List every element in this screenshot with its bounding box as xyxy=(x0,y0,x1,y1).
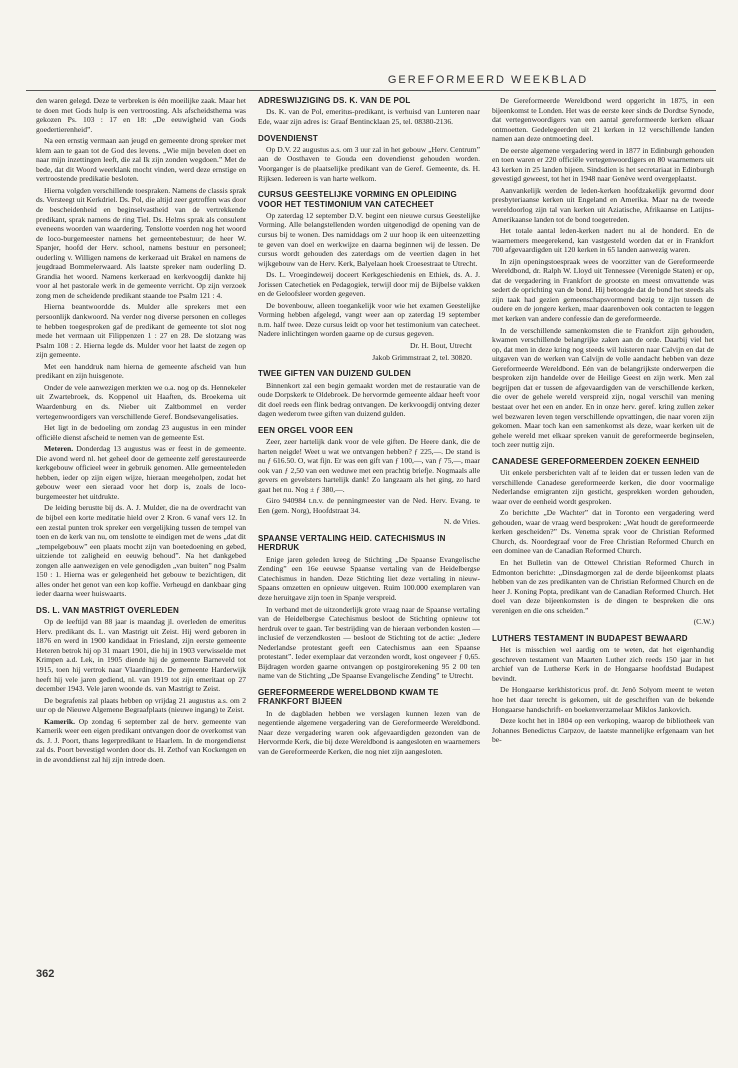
paragraph: Giro 940984 t.n.v. de penningmeester van de Ned. Herv. Evang. te Een (gem. Norg), Hoofdstraat 34. xyxy=(258,496,480,515)
paragraph: Op de leeftijd van 88 jaar is maandag jl. overleden de emeritus Herv. predikant ds. L. van Mastrigt uit Zeist. Hij werd geboren in 1876 en werd in 1900 kandidaat in Friesland, zijn eerste gemeente Heteren betrok hij op 31 maart 1901, die hij in 1903 verwisselde met Krimpen a.d. Lek, in 1905 diende hij de gemeente Barneveld tot 1915, toen hij vertrok naar Vlaardingen. De gemeente Harderwijk heeft hij vele jaren gediend, nl. van 1919 tot zijn emeritaat op 27 december 1943. Vele jaren woonde ds. van Mastrigt te Zeist. xyxy=(36,617,246,694)
paragraph-text: Op zondag 6 september zal de herv. gemeente van Kamerik weer een eigen predikant ontvangen door de overkomst van ds. J. J. Poort, thans legerpredikant te Haarlem. In de morgendienst zal ds. Poort bevestigd worden door ds. H. Zethof van Kockengen en in de avonddienst zal hij zijn intrede doen. xyxy=(36,716,246,764)
paragraph: En het Bulletin van de Ottewel Christian Reformed Church in Edmonton berichtte: „Dinsdagmorgen zal de derde bijeenkomst plaats hebben van de zes predikanten van de Christian Reformed Church en de heer J. Koning Popta, predikant van de Canadian Reformed Church. Het doel van deze bijeenkomsten is de dingen te bespreken die ons verenigen en die ons scheiden.” xyxy=(492,558,714,615)
paragraph-meteren xyxy=(36,444,246,501)
paragraph: Zeer, zeer hartelijk dank voor de vele giften. De Heere dank, die de harten neigde! Weet u wat we ontvangen hebben? ƒ 225,—. De stand is nu ƒ 616.50. O, wat fijn. Er was een gift van ƒ 100,—, van ƒ 75,—, maar ook van ƒ 2,50 van een weduwe met een prachtig briefje. Nogmaals alle gevers en gevelsters hartelijk dank! Zo langzaam als het ging, zo hard gaat het nu. Nog ± ƒ 380,—. xyxy=(258,437,480,494)
column-left xyxy=(36,96,246,956)
paragraph: Op zaterdag 12 september D.V. begint een nieuwe cursus Geestelijke Vorming. Alle belangstellenden worden uitgenodigd de opening van de cursus bij te wonen. Des namiddags om 2 uur hoop ik een uiteenzetting te geven van doel en werkwijze en daarna beginnen wij de lessen. De cursus wordt gehouden des zaterdags om de veertien dagen in het wijkgebouw van de Herv. Kerk, Balyelaan hoek Croesestraat te Utrecht. xyxy=(258,210,480,268)
page-number: 362 xyxy=(36,968,55,980)
paragraph: Onder de vele aanwezigen merkten we o.a. nog op ds. Hennekeler uit Zwartebroek, ds. Koppenol uit Haaften, ds. Broekema uit Waardenburg en ds. Nieber uit Zaltbommel en verder vertegenwoordigers van verschillende Geref. Bondsevangelisaties. xyxy=(36,382,246,421)
article-heading: SPAANSE VERTALING HEID. CATECHISMUS IN HERDRUK xyxy=(258,534,446,553)
article-heading: DOVENDIENST xyxy=(258,133,318,143)
paragraph: De Gereformeerde Wereldbond werd opgericht in 1875, in een bijeenkomst te Londen. Het was de eerste keer sinds de Dordtse Synode, dat vertegenwoordigers van een aantal gereformeerde kerken elkaar ontmoetten. Gedelegeerden uit 21 kerken in 12 verschillende landen namen aan deze ontmoeting deel. xyxy=(492,96,714,144)
article-heading: LUTHERS TESTAMENT IN BUDAPEST BEWAARD xyxy=(492,633,688,643)
column-right xyxy=(492,96,714,1016)
signature: Jakob Grimmstraat 2, tel. 30820. xyxy=(372,352,472,362)
paragraph: Zo berichtte „De Wachter” dat in Toronto een vergadering werd gehouden, waar de vraag werd besproken: „Wat houdt de gereformeerde kerken gescheiden?” Ds. Venema sprak voor de Christian Reformed Church, ds. Noordegraaf voor de Free Christian Reformed Church en een dominee van de Canadian Reformed Church. xyxy=(492,508,714,556)
signature: (C.W.) xyxy=(693,617,714,627)
paragraph: De eerste algemene vergadering werd in 1877 in Edinburgh gehouden en toen waren er 220 officiële vertegenwoordigers en 80 waarnemers uit 43 kerken in 25 landen bijeen. Sindsdien is het secretariaat in Edinburgh gevestigd geweest, tot het in 1948 naar Genève werd overgeplaatst. xyxy=(492,145,714,184)
paragraph: Het ligt in de bedoeling om zondag 23 augustus in een minder officiële dienst afscheid te nemen van de gemeente Est. xyxy=(36,423,246,442)
paragraph: Deze kocht het in 1804 op een verkoping, waarop de bibliotheek van Johannes Benedictus Carpzov, de laatste mannelijke erfgenaam van het be- xyxy=(492,716,714,745)
article-heading: EEN ORGEL VOOR EEN xyxy=(258,425,354,435)
article-heading: CANADESE GEREFORMEERDEN ZOEKEN EENHEID xyxy=(492,456,700,466)
paragraph-text: Donderdag 13 augustus was er feest in de gemeente. Die avond werd nl. het geheel door de gemeente zelf gerestaureerde kerkgebouw officieel weer in gebruik genomen. Alle gemeenteleden hebben, ieder op zijn eigen wijze, hieraan meegeholpen, zodat het gebouw weer een sieraad voor het dorp is, zoals de loco-burgemeester het uitdrukte. xyxy=(36,444,246,501)
paragraph-kamerik xyxy=(36,717,246,765)
article-heading: TWEE GIFTEN VAN DUIZEND GULDEN xyxy=(258,369,411,379)
article-heading: ADRESWIJZIGING DS. K. VAN DE POL xyxy=(258,96,411,105)
paragraph: In verband met de uitzonderlijk grote vraag naar de Spaanse vertaling van de Heidelbergse Catechismus besloot de Stichting opnieuw tot herdruk over te gaan. Ter bestrijding van de hieraan verbonden kosten — inclusief de verzendkosten — besloot de Stichting tot de actie: „Iedere Nederlandse protestant geeft een Catechismus aan een Spaanse protestant”. Ieder exemplaar dat verzonden wordt, kost ongeveer ƒ 0,65. Bijdragen worden gaarne ontvangen op postgirorekening 95 2 00 ten name van de Stichting „De Spaanse Evangelische Zending” te Utrecht. xyxy=(258,604,480,681)
signature: Dr. H. Bout, Utrecht xyxy=(409,341,472,351)
paragraph: Het totale aantal leden-kerken nadert nu al de honderd. En de waarnemers meegerekend, kan vastgesteld worden dat er in Frankfort 700 afgevaardigden uit 120 kerken in 65 landen aanwezig waren. xyxy=(492,226,714,255)
paragraph: Na een ernstig vermaan aan jeugd en gemeente drong spreker met klem aan te gaan tot de God des levens. „Wie mijn bevelen doet en naar mijn inzettingen leeft, die zal Ik zijn zonden wegdoen.” Met de bede, dat dit Woord weerklank mocht vinden, werd deze ernstige en vertroostende predikatie besloten. xyxy=(36,136,246,184)
paragraph: Enige jaren geleden kreeg de Stichting „De Spaanse Evangelische Zending” een 16e eeuwse Spaanse vertaling van de Heidelbergse Catechismus in handen. Deze Stichting liet deze vertaling in nieuw-Spaans omzetten en opnieuw uitgeven. Ruim 100.000 exemplaren van deze heruitgave zijn toen in Spanje verspreid. xyxy=(258,554,480,603)
paragraph: De begrafenis zal plaats hebben op vrijdag 21 augustus a.s. om 2 uur op de Nieuwe Algemene Begraafplaats (nieuwe ingang) te Zeist. xyxy=(36,695,246,715)
running-header: GEREFORMEERD WEEKBLAD xyxy=(387,74,589,86)
header-rule xyxy=(26,90,716,91)
place-name: Meteren. xyxy=(44,444,74,454)
paragraph: Ds. L. Vroegindeweij doceert Kerkgeschiedenis en Ethiek, ds. A. J. Jorissen Catechetiek en Pedagogiek, terwijl door mij de Bijbelse vakken en de Geloofsleer worden gegeven. xyxy=(258,270,480,299)
paragraph: Op D.V. 22 augustus a.s. om 3 uur zal in het gebouw „Herv. Centrum” aan de Oosthaven te Gouda een dovendienst gehouden worden. Voorganger is de plaatselijke predikant van de Geref. Gemeente, ds. H. Rijksen. Iedereen is van harte welkom. xyxy=(258,144,480,183)
paragraph: De Hongaarse kerkhistoricus prof. dr. Jenö Solyom meent te weten hoe het daar terecht is gekomen, uit de geschriften van de bekende Hongaarse handschrift- en boekenverzamelaar Miklos Jankovich. xyxy=(492,685,714,714)
paragraph: Hierna volgden verschillende toespraken. Namens de classis sprak ds. Versteegt uit Kerkdriel. Ds. Pol, die altijd zeer getroffen was door de bescheidenheid en beginselvastheid van de vertrekkende predikant, sprak namens de ring Tiel. Ds. Helms sprak als consulent eveneens woorden van waardering. Tenslotte voerden nog het woord de loco-burgemeester namens het gemeentebestuur; de heer W. Spanjer, hoofd der Herv. school, namens bestuur en personeel; ouderling v. Willigen namens de kerkeraad uit Brakel en namens de jeugdraad Bommelerwaard. Als laatste spreker nam ouderling D. Grandia het woord. Namens kerkeraad en kerkvoogdij dankte hij voor al het pastorale werk in de gemeente verricht. Op zijn verzoek zong men de scheidende predikant staande toe Psalm 121 : 4. xyxy=(36,185,246,300)
paragraph: den waren gelegd. Deze te verbreken is één moeilijke zaak. Maar het te doen met Gods hulp is een vertroosting. Als afscheidsthema was gekozen Ps. 103 : 17 en 18: „De eeuwigheid van Gods goedertierenheid”. xyxy=(36,96,246,134)
paragraph: In de dagbladen hebben we verslagen kunnen lezen van de negentiende algemene vergadering van de Gereformeerde Wereldbond. Naar deze vergadering waren ook afgevaardigden gezonden van de Hervormde Kerk, die bij deze Wereldbond is aangesloten en waarnemers van de Gereformeerde Kerken, die nog niet zijn aangesloten. xyxy=(258,708,480,756)
article-heading: DS. L. VAN MASTRIGT OVERLEDEN xyxy=(36,605,179,615)
article-heading: GEREFORMEERDE WERELDBOND KWAM TE FRANKFORT BIJEEN xyxy=(258,687,439,707)
paragraph: In de verschillende samenkomsten die te Frankfort zijn gehouden, kwamen verschillende belangrijke zaken aan de orde. Daarbij viel het op, dat men in deze kring nog steeds wil luisteren naar Calvijn en dat de uitgaven van de werken van Calvijn de volle aandacht hebben van deze Gereformeerde Wereldbond. Eén van de belangrijkste onderwerpen die besproken zijn handelde over de Heilige Geest en zijn werk. Men zal begrijpen dat er tussen de afgevaardigden van de verschillende kerken, die over de gehele wereld verspreid zijn, nogal verschil van mening bestaat over het een en ander. En in onze herv. geref. kring zullen zeker wel bezwaren leven tegen verschillende opvattingen, die naar voren zijn gekomen. Maar toch kan een samenkomst als deze, waar kerken uit de gehele wereld met elkaar spreken vanuit de gereformeerde beginselen, toch zeer nuttig zijn. xyxy=(492,325,714,450)
article-heading: CURSUS GEESTELIJKE VORMING EN OPLEIDING VOOR HET TESTIMONIUM VAN CATECHEET xyxy=(258,190,457,209)
paragraph: Aanvankelijk werden de leden-kerken hoofdzakelijk gevormd door presbyteriaanse kerken uit Engeland en Amerika. Maar na de tweede wereldoorlog zijn tal van kerken uit Aziatische, Afrikaanse en Latijns-Amerikaanse landen tot de bond toegetreden. xyxy=(492,185,714,224)
paragraph: Uit enkele persberichten valt af te leiden dat er tussen leden van de verschillende Canadese gereformeerde kerken, die door voormalige Nederlandse emigranten zijn gesticht, gesprekken worden gehouden, waar over de eenheid wordt gesproken. xyxy=(492,468,714,506)
paragraph: Het is misschien wel aardig om te weten, dat het eigenhandig geschreven testament van Maarten Luther zich reeds 150 jaar in het archief van de Lutherse Kerk in de Hongaarse hoofdstad Budapest bevindt. xyxy=(492,645,714,683)
place-name: Kamerik. xyxy=(44,716,76,726)
signature: N. de Vries. xyxy=(443,517,480,527)
paragraph: De bovenbouw, alleen toegankelijk voor wie het examen Geestelijke Vorming hebben afgelegd, vangt weer aan op zaterdag 19 september n.m. half twee. Deze cursus leidt op voor het testimonium van catecheet. Nadere inlichtingen worden gaarne op de cursus gegeven. xyxy=(258,300,480,339)
paragraph: Ds. K. van de Pol, emeritus-predikant, is verhuisd van Lunteren naar Ede, waar zijn adres is: Graaf Bentincklaan 25, tel. 08380-2136. xyxy=(258,107,480,126)
paragraph: Hierna beantwoordde ds. Mulder alle sprekers met een persoonlijk dankwoord. Na verder nog diverse personen en colleges te hebben toegesproken gaf de predikant de gemeente tot slot nog mede het vermaan uit Filippenzen 1 : 27 en 28. De slotzang was Psalm 108 : 2. Hierna legde ds. Mulder voor het laatst de zegen op zijn gemeente. xyxy=(36,302,246,360)
column-middle xyxy=(258,96,480,1016)
paragraph: Met een handdruk nam hierna de gemeente afscheid van hun predikant en zijn huisgenote. xyxy=(36,361,246,381)
paragraph: In zijn openingstoespraak wees de voorzitter van de Gereformeerde Wereldbond, dr. Ralph W. Lloyd uit Tennessee (Verenigde Staten) er op, dat de vergadering in Frankfort de grootste en meest omvattende was sedert de oprichting van de bond. Hij betoogde dat de bond het steeds als zijn taak had gezien gemeenschapsvormend bezig te zijn tussen de oudere en de jongere kerken, maar daarenboven ook contacten te leggen met kerken van andere confessie dan de gereformeerde. xyxy=(492,256,714,324)
paragraph: Binnenkort zal een begin gemaakt worden met de restauratie van de oude Dorpskerk te Oldebroek. De hervormde gemeente aldaar heeft voor dit doel reeds een flink bedrag ontvangen. De kerkvoogdij ontving dezer dagen wederom twee giften van duizend gulden. xyxy=(258,380,480,419)
paragraph: De leiding berustte bij ds. A. J. Mulder, die na de overdracht van de bijbel een korte meditatie hield over 2 Kron. 6 vanaf vers 12. In een zestal punten trok spreker een vergelijking tussen de tempel van toen en de kerk van nu, om tenslotte te eindigen met de wens „dat dit „tempelgebouw” een plaats mocht zijn van boetedoening en gebed, uitziende tot zaligheid en eeuwig behoud”. Na het dankgebed zongen alle aanwezigen en vele genodigden „van buiten” nog Psalm 150 : 1. Hierna was er gelegenheid het gebouw te bezichtigen, dit alles onder het genot van een kop koffie. Verheugd en dankbaar ging ieder daarna weer huiswaarts. xyxy=(36,503,246,599)
